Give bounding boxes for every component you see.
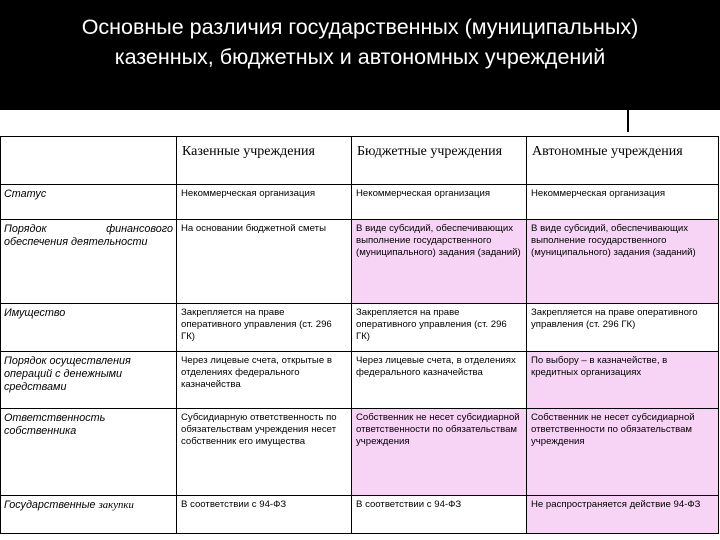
- column-header-avtonomnye: Автономные учреждения: [527, 137, 719, 185]
- cell-procurement-byudzhetnye: В соответствии с 94-ФЗ: [352, 496, 527, 534]
- cell-financing-byudzhetnye: В виде субсидий, обеспечивающих выполнение государственного (муниципального) задания (заданий): [352, 220, 527, 304]
- cell-status-avtonomnye: Некоммерческая организация: [527, 185, 719, 220]
- row-label-financing: [1, 220, 177, 304]
- cell-procurement-kazennye: В соответствии с 94-ФЗ: [177, 496, 352, 534]
- comparison-table: [0, 136, 719, 534]
- cell-procurement-avtonomnye: Не распространяется действие 94-ФЗ: [527, 496, 719, 534]
- cell-property-byudzhetnye: Закрепляется на праве оперативного управления (ст. 296 ГК): [352, 304, 527, 352]
- table-row-status: [1, 185, 719, 220]
- cell-status-byudzhetnye: Некоммерческая организация: [352, 185, 527, 220]
- row-label-procurement-part-1: Государственные: [4, 499, 96, 511]
- row-label-cash-operations: Порядок осуществления операций с денежными средствами: [1, 352, 177, 409]
- cell-cash-kazennye: Через лицевые счета, открытые в отделениях федерального казначейства: [177, 352, 352, 409]
- slide-title: [0, 12, 720, 72]
- cell-property-kazennye: Закрепляется на праве оперативного управления (ст. 296 ГК): [177, 304, 352, 352]
- cell-cash-avtonomnye: По выбору – в казначействе, в кредитных организациях: [527, 352, 719, 409]
- row-label-procurement-part-2: закупки: [98, 499, 134, 511]
- table-header-row: [1, 137, 719, 185]
- column-header-byudzhetnye: Бюджетные учреждения: [352, 137, 527, 185]
- cell-financing-avtonomnye: В виде субсидий, обеспечивающих выполнение государственного (муниципального) задания (заданий): [527, 220, 719, 304]
- cell-cash-byudzhetnye: Через лицевые счета, в отделениях федерального казначейства: [352, 352, 527, 409]
- row-label-financing-line-2: обеспечения деятельности: [4, 236, 148, 248]
- row-label-financing-line-1: Порядок финансового: [4, 223, 173, 235]
- cell-status-kazennye: Некоммерческая организация: [177, 185, 352, 220]
- table-row-financing: [1, 220, 719, 304]
- slide-title-line-2: казенных, бюджетных и автономных учреждений: [114, 45, 606, 69]
- cell-liability-kazennye: Субсидиарную ответственность по обязательствам учреждения несет собственник его имущества: [177, 409, 352, 496]
- table-row-cash-operations: [1, 352, 719, 409]
- cell-liability-byudzhetnye: Собственник не несет субсидиарной ответственности по обязательствам учреждения: [352, 409, 527, 496]
- title-banner: [0, 0, 720, 110]
- header-corner-cell: [1, 137, 177, 185]
- row-label-property: Имущество: [1, 304, 177, 352]
- row-label-owner-liability: Ответственность собственника: [1, 409, 177, 496]
- decorative-divider: [627, 110, 629, 132]
- table-row-property: [1, 304, 719, 352]
- row-label-procurement: [1, 496, 177, 534]
- cell-liability-avtonomnye: Собственник не несет субсидиарной ответственности по обязательствам учреждения: [527, 409, 719, 496]
- table-row-procurement: [1, 496, 719, 534]
- slide-title-line-1: Основные различия государственных (муниципальных): [81, 15, 639, 39]
- cell-property-avtonomnye: Закрепляется на праве оперативного управления (ст. 296 ГК): [527, 304, 719, 352]
- cell-financing-kazennye: На основании бюджетной сметы: [177, 220, 352, 304]
- column-header-kazennye: Казенные учреждения: [177, 137, 352, 185]
- table-row-owner-liability: [1, 409, 719, 496]
- row-label-status: Статус: [1, 185, 177, 220]
